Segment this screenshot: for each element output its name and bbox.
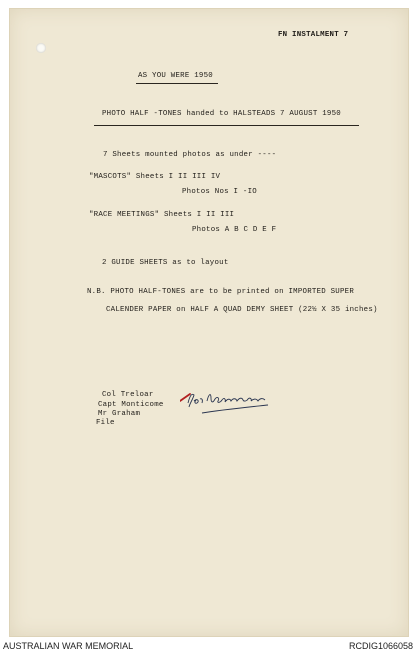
mascots-photos-line: Photos Nos I -IO	[182, 188, 257, 196]
punch-hole	[36, 43, 46, 53]
handwritten-annotation	[180, 389, 275, 419]
document-heading: AS YOU WERE 1950	[138, 72, 213, 80]
race-meetings-sheets-line: "RACE MEETINGS" Sheets I II III	[89, 211, 235, 219]
mascots-sheets-line: "MASCOTS" Sheets I II III IV	[89, 173, 221, 181]
distribution-capt-monticome: Capt Monticome	[98, 401, 164, 409]
subject-underline	[94, 125, 359, 126]
typed-document-page	[9, 8, 409, 637]
sheets-mounted-line: 7 Sheets mounted photos as under ----	[103, 151, 277, 159]
subject-line: PHOTO HALF -TONES handed to HALSTEADS 7 AUGUST 1950	[102, 110, 341, 118]
guide-sheets-line: 2 GUIDE SHEETS as to layout	[102, 259, 229, 267]
race-meetings-photos-line: Photos A B C D E F	[192, 226, 277, 234]
distribution-mr-graham: Mr Graham	[98, 410, 141, 418]
distribution-file: File	[96, 419, 115, 427]
handwritten-note-text: for information	[180, 418, 187, 419]
footer-institution: AUSTRALIAN WAR MEMORIAL	[3, 641, 134, 651]
nb-line-2: CALENDER PAPER on HALF A QUAD DEMY SHEET (22½ X 35 inches)	[106, 306, 378, 314]
nb-line-1: N.B. PHOTO HALF-TONES are to be printed on IMPORTED SUPER	[87, 288, 355, 296]
footer-record-id: RCDIG1066058	[348, 641, 413, 651]
distribution-col-treloar: Col Treloar	[102, 391, 154, 399]
instalment-reference: FN INSTALMENT 7	[278, 31, 349, 39]
heading-underline	[136, 83, 218, 84]
